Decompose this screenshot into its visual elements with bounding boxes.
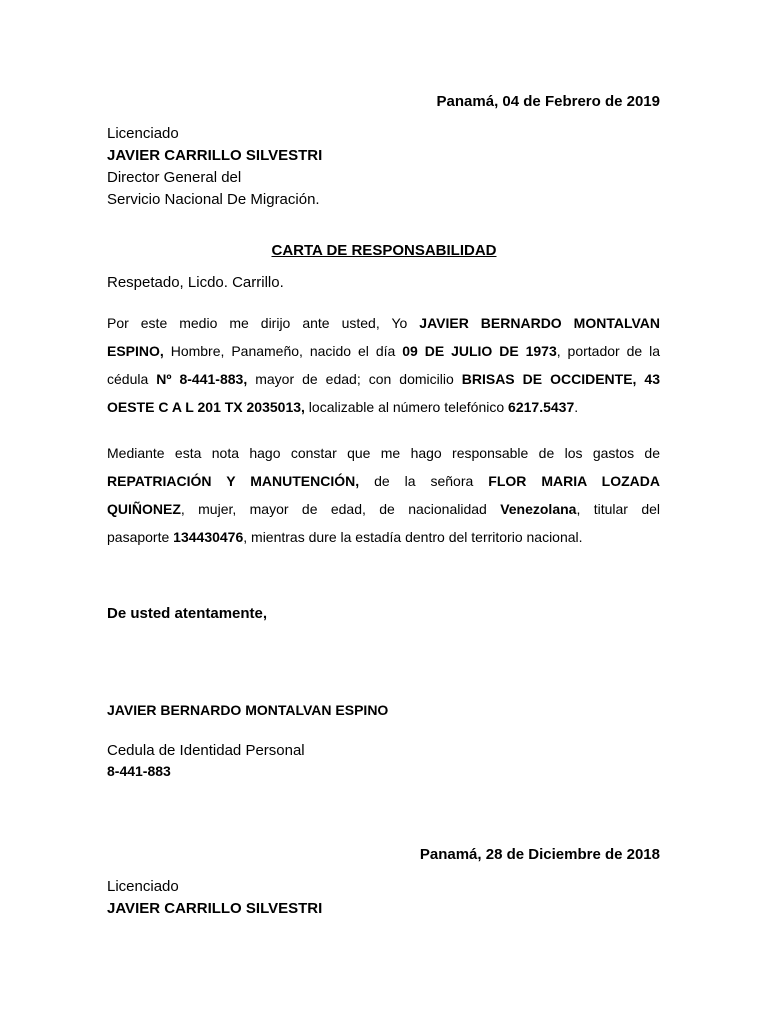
paragraph-line (107, 341, 660, 369)
signature-name: JAVIER BERNARDO MONTALVAN ESPINO (107, 702, 389, 718)
addressee-title: Licenciado (107, 125, 179, 142)
closing: De usted atentamente, (107, 605, 268, 622)
bold-run: OESTE C A L 201 TX 2035013, (107, 399, 305, 415)
body-paragraph-2 (107, 443, 660, 555)
paragraph-line (107, 369, 660, 397)
text-run: localizable al número telefónico (304, 399, 509, 415)
text-run: , titular del (576, 501, 660, 517)
text-run: cédula (107, 371, 157, 387)
signature-id-number: 8-441-883 (107, 763, 171, 779)
letter-2-date: Panamá, 28 de Diciembre de 2018 (419, 846, 660, 863)
text-run: , portador de la (556, 343, 660, 359)
paragraph-line (107, 397, 660, 425)
bold-run: JAVIER BERNARDO MONTALVAN (419, 315, 660, 331)
letter-subject: CARTA DE RESPONSABILIDAD (271, 242, 497, 259)
letter-2-addressee-title: Licenciado (107, 878, 179, 895)
addressee-name: JAVIER CARRILLO SILVESTRI (107, 147, 323, 164)
text-run: Hombre, Panameño, nacido el día (163, 343, 403, 359)
text-run: Por este medio me dirijo ante usted, Yo (107, 315, 420, 331)
bold-run: 134430476 (173, 529, 244, 545)
letter-2-addressee-name: JAVIER CARRILLO SILVESTRI (107, 900, 323, 917)
bold-run: QUIÑONEZ (107, 501, 181, 517)
paragraph-line (107, 471, 660, 499)
bold-run: Venezolana (500, 501, 577, 517)
text-run: Mediante esta nota hago constar que me hago responsable de los gastos de (107, 445, 660, 461)
addressee-position: Director General del (107, 169, 242, 186)
letter-date: Panamá, 04 de Febrero de 2019 (436, 93, 660, 110)
bold-run: 6217.5437 (508, 399, 575, 415)
body-paragraph-1 (107, 313, 660, 425)
text-run: , mientras dure la estadía dentro del territorio nacional. (243, 529, 583, 545)
bold-run: 09 DE JULIO DE 1973 (402, 343, 557, 359)
bold-run: FLOR MARIA LOZADA (488, 473, 660, 489)
bold-run: ESPINO, (107, 343, 164, 359)
bold-run: Nº 8-441-883, (156, 371, 248, 387)
bold-run: BRISAS DE OCCIDENTE, 43 (461, 371, 660, 387)
paragraph-line (107, 443, 660, 471)
paragraph-line (107, 499, 660, 527)
signature-id-label: Cedula de Identidad Personal (107, 742, 305, 759)
bold-run: REPATRIACIÓN Y MANUTENCIÓN, (107, 473, 360, 489)
text-run: de la señora (359, 473, 489, 489)
text-run: mayor de edad; con domicilio (247, 371, 462, 387)
addressee-institution: Servicio Nacional De Migración. (107, 191, 320, 208)
paragraph-line (107, 313, 660, 341)
text-run: pasaporte (107, 529, 174, 545)
paragraph-line (107, 527, 660, 555)
text-run: . (574, 399, 579, 415)
salutation: Respetado, Licdo. Carrillo. (107, 274, 284, 291)
text-run: , mujer, mayor de edad, de nacionalidad (180, 501, 501, 517)
